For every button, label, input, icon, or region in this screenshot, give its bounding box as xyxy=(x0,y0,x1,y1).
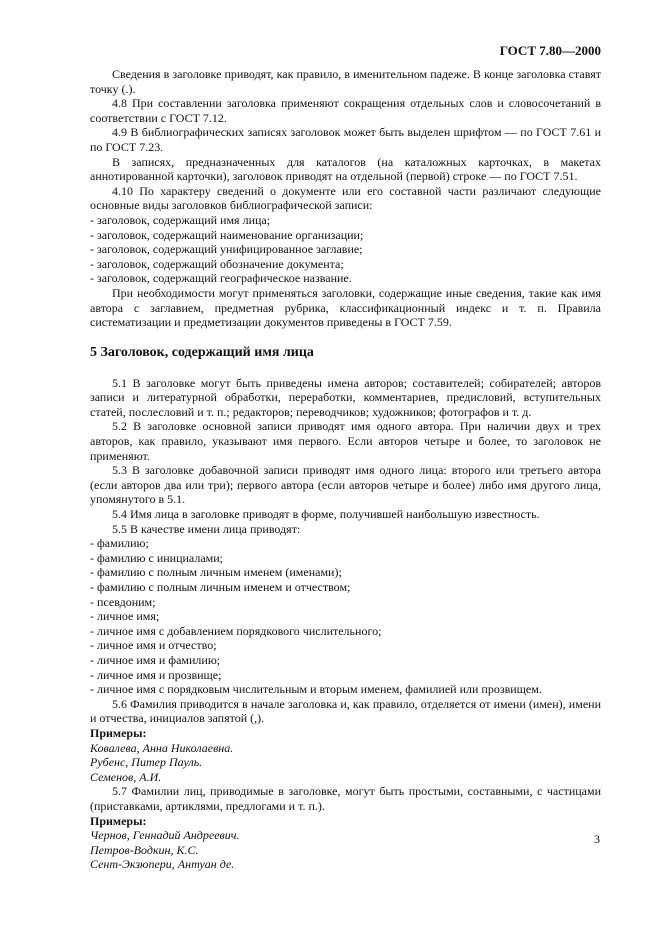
list-item: - фамилию; xyxy=(90,536,149,551)
examples-label: Примеры: xyxy=(90,725,147,740)
list-item: - личное имя с порядковым числительным и вторым именем, фамилией или прозвищем. xyxy=(90,682,542,697)
example: Чернов, Геннадий Андреевич. xyxy=(90,828,240,843)
list-item: - личное имя с добавлением порядкового числительного; xyxy=(90,623,382,638)
paragraph: 4.9 В библиографических записях заголовок может быть выделен шрифтом — по ГОСТ 7.61 и по ГОСТ 7.23. xyxy=(90,125,601,154)
list-item: - заголовок, содержащий географическое название. xyxy=(90,271,352,286)
document-header: ГОСТ 7.80—2000 xyxy=(499,43,601,58)
list-item: - заголовок, содержащий обозначение документа; xyxy=(90,256,344,271)
examples-label: Примеры: xyxy=(90,813,147,828)
example: Ковалева, Анна Николаевна. xyxy=(90,740,234,755)
page-content xyxy=(90,67,601,872)
example: Петров-Водкин, К.С. xyxy=(90,842,199,857)
list-item: - заголовок, содержащий имя лица; xyxy=(90,212,271,227)
paragraph: 5.5 В качестве имени лица приводят: xyxy=(112,521,301,536)
paragraph: 5.2 В заголовке основной записи приводят имя одного автора. При наличии двух и трех авторов, как правило, указывают имя первого. Если авторов четыре и более, то заголовок не применяют. xyxy=(90,419,601,463)
section-title: 5 Заголовок, содержащий имя лица xyxy=(90,344,314,360)
paragraph: 4.8 При составлении заголовка применяют сокращения отдельных слов и словосочетаний в соответствии с ГОСТ 7.12. xyxy=(90,96,601,125)
list-item: - личное имя и прозвище; xyxy=(90,667,222,682)
paragraph: 5.3 В заголовке добавочной записи приводят имя одного лица: второго или третьего автора (если авторов два или три); первого автора (если авторов четыре и более) либо имя другого лица, упомянутого в 5.1. xyxy=(90,463,601,507)
list-item: - фамилию с полным личным именем и отчеством; xyxy=(90,580,351,594)
paragraph: 5.1 В заголовке могут быть приведены имена авторов; составителей; собирателей; авторов записи и литературной обработки, переработки, комментариев, предисловий, вступительных статей, послесловий и т. п.; редакторов; переводчиков; художников; фотографов и т. д. xyxy=(90,375,601,419)
paragraph: При необходимости могут применяться заголовки, содержащие иные сведения, такие как имя автора с заглавием, предметная рубрика, классификационный индекс и т. п. Правила систематизации и предметизации документов приведены в ГОСТ 7.59. xyxy=(90,285,601,330)
list-item: - личное имя и фамилию; xyxy=(90,652,221,667)
page-number: 3 xyxy=(594,832,600,846)
list-item: - псевдоним; xyxy=(90,594,156,609)
list-item: - заголовок, содержащий унифицированное заглавие; xyxy=(90,242,363,257)
paragraph: 5.7 Фамилии лиц, приводимые в заголовке, могут быть простыми, составными, с частицами (приставками, артиклями, предлогами и т. п.). xyxy=(90,784,601,813)
paragraph: 5.4 Имя лица в заголовке приводят в форме, получившей наибольшую известность. xyxy=(112,507,540,522)
paragraph: 4.10 По характеру сведений о документе или его составной части различают следующие основные виды заголовков библиографической записи: xyxy=(90,183,601,213)
list-item: - личное имя; xyxy=(90,609,160,624)
list-item: - личное имя и отчество; xyxy=(90,638,217,653)
example: Сент-Экзюпери, Антуан де. xyxy=(90,857,235,872)
list-item: - фамилию с полным личным именем (именами); xyxy=(90,565,342,580)
list-item: - заголовок, содержащий наименование организации; xyxy=(90,227,364,242)
paragraph: Сведения в заголовке приводят, как правило, в именительном падеже. В конце заголовка ставят точку (.). xyxy=(90,67,601,96)
list-item: - фамилию с инициалами; xyxy=(90,550,224,565)
paragraph: В записях, предназначенных для каталогов (на каталожных карточках, в макетах аннотированной карточки), заголовок приводят на отдельной (первой) строке — по ГОСТ 7.51. xyxy=(90,154,601,184)
example: Семенов, А.И. xyxy=(90,769,162,784)
example: Рубенс, Питер Пауль. xyxy=(90,755,203,770)
paragraph: 5.6 Фамилия приводится в начале заголовка и, как правило, отделяется от имени (имен), имени и отчества, инициалов запятой (,). xyxy=(90,696,601,726)
